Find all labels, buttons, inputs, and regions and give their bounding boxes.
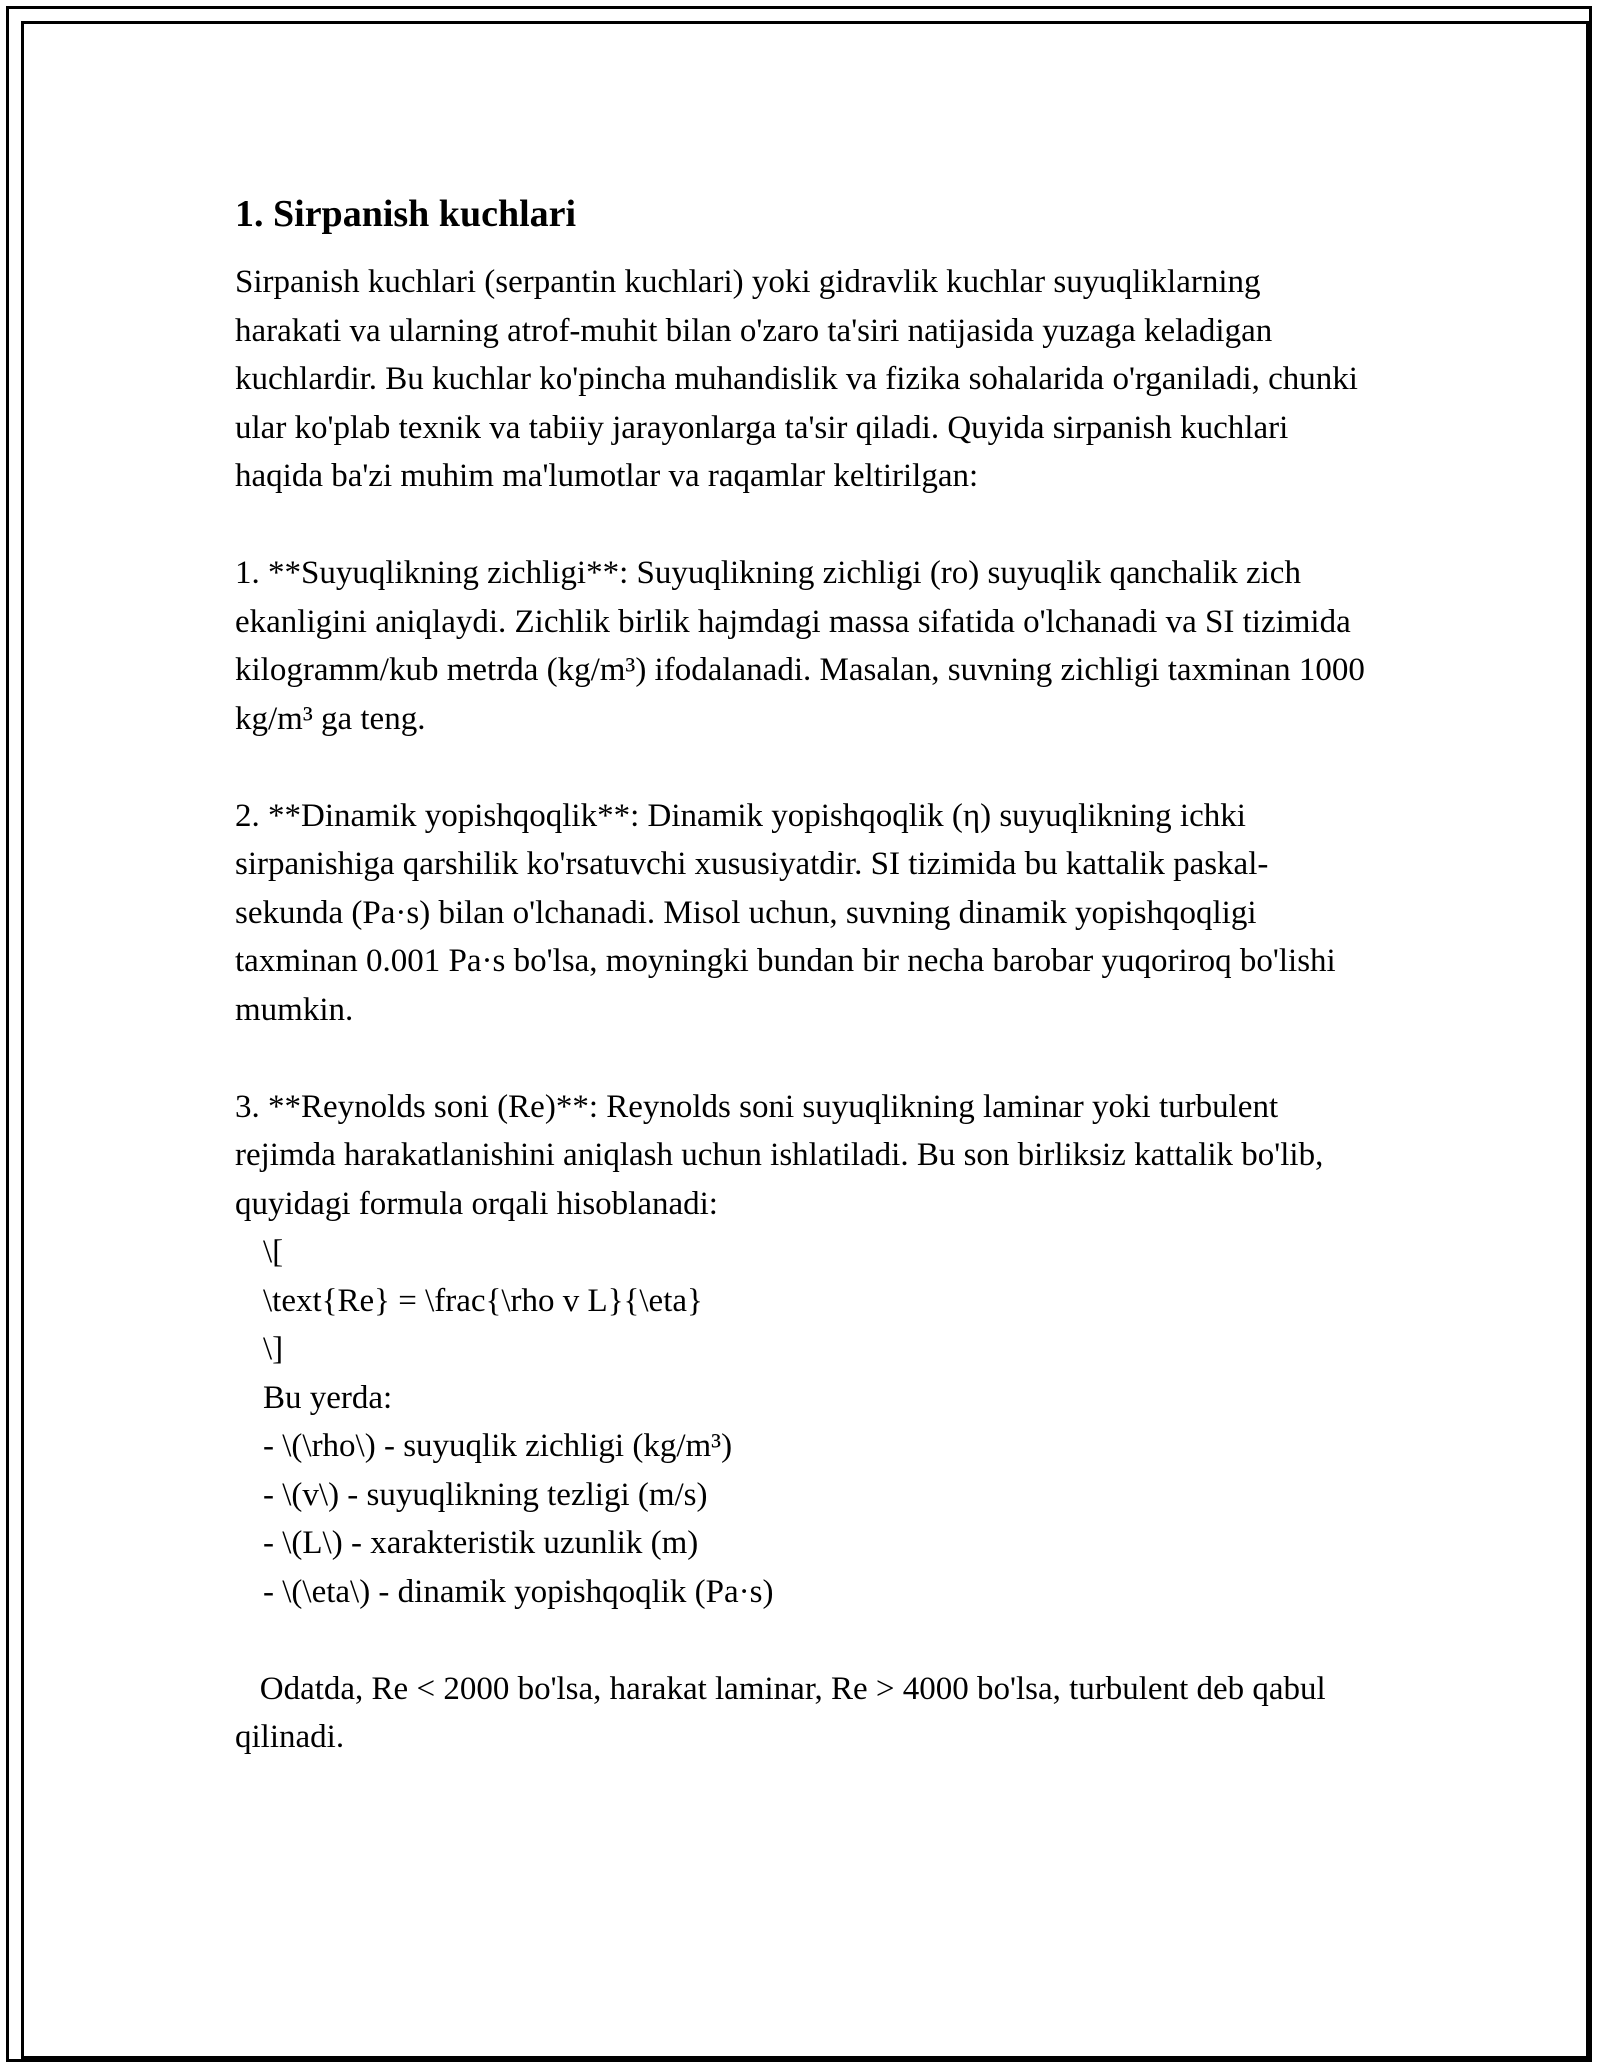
definition-l: - \(L\) - xarakteristik uzunlik (m) bbox=[263, 1525, 699, 1561]
paragraph-spacer bbox=[235, 743, 1375, 792]
item-density: 1. **Suyuqlikning zichligi**: Suyuqlikning zichligi (ro) suyuqlik qanchalik zich ekanligini aniqlaydi. Zichlik birlik hajmdagi massa sifatida o'lchanadi va SI tizimida kilogramm/kub metrda (kg/m³) ifodalanadi. Masalan, suvning zichligi taxminan 1000 kg/m³ ga teng. bbox=[235, 555, 1374, 737]
where-label: Bu yerda: bbox=[263, 1379, 393, 1416]
paragraph-spacer bbox=[235, 1034, 1375, 1083]
formula-body: \text{Re} = \frac{\rho v L}{\eta} bbox=[263, 1282, 703, 1319]
conclusion-paragraph: Odatda, Re < 2000 bo'lsa, harakat laminar, Re > 4000 bo'lsa, turbulent deb qabul qilinadi. bbox=[235, 1670, 1334, 1755]
definition-rho: - \(\rho\) - suyuqlik zichligi (kg/m³) bbox=[263, 1428, 733, 1464]
formula-block bbox=[235, 1228, 1375, 1616]
item-reynolds: 3. **Reynolds soni (Re)**: Reynolds soni suyuqlikning laminar yoki turbulent rejimda harakatlanishini aniqlash uchun ishlatiladi. Bu son birliksiz kattalik bo'lib, quyidagi formula orqali hisoblanadi: bbox=[235, 1088, 1332, 1222]
item-viscosity: 2. **Dinamik yopishqoqlik**: Dinamik yopishqoqlik (η) suyuqlikning ichki sirpanishiga qarshilik ko'rsatuvchi xususiyatdir. SI tizimida bu kattalik paskal-sekunda (Pa·s) bilan o'lchanadi. Misol uchun, suvning dinamik yopishqoqligi taxminan 0.001 Pa·s bo'lsa, moyningki bundan bir necha barobar yuqoriroq bo'lishi mumkin. bbox=[235, 797, 1344, 1028]
formula-close: \] bbox=[263, 1331, 284, 1367]
section-heading: 1. Sirpanish kuchlari bbox=[235, 193, 577, 235]
formula-open: \[ bbox=[263, 1234, 284, 1270]
intro-paragraph: Sirpanish kuchlari (serpantin kuchlari) yoki gidravlik kuchlar suyuqliklarning harakati va ularning atrof-muhit bilan o'zaro ta'siri natijasida yuzaga keladigan kuchlardir. Bu kuchlar ko'pincha muhandislik va fizika sohalarida o'rganiladi, chunki ular ko'plab texnik va tabiiy jarayonlarga ta'sir qiladi. Quyida sirpanish kuchlari haqida ba'zi muhim ma'lumotlar va raqamlar keltirilgan: bbox=[235, 264, 1367, 494]
document-body bbox=[235, 182, 1375, 1762]
definition-eta: - \(\eta\) - dinamik yopishqoqlik (Pa·s) bbox=[263, 1573, 774, 1610]
paragraph-spacer bbox=[235, 501, 1375, 550]
paragraph-spacer bbox=[235, 1616, 1375, 1665]
definition-v: - \(v\) - suyuqlikning tezligi (m/s) bbox=[263, 1476, 708, 1513]
